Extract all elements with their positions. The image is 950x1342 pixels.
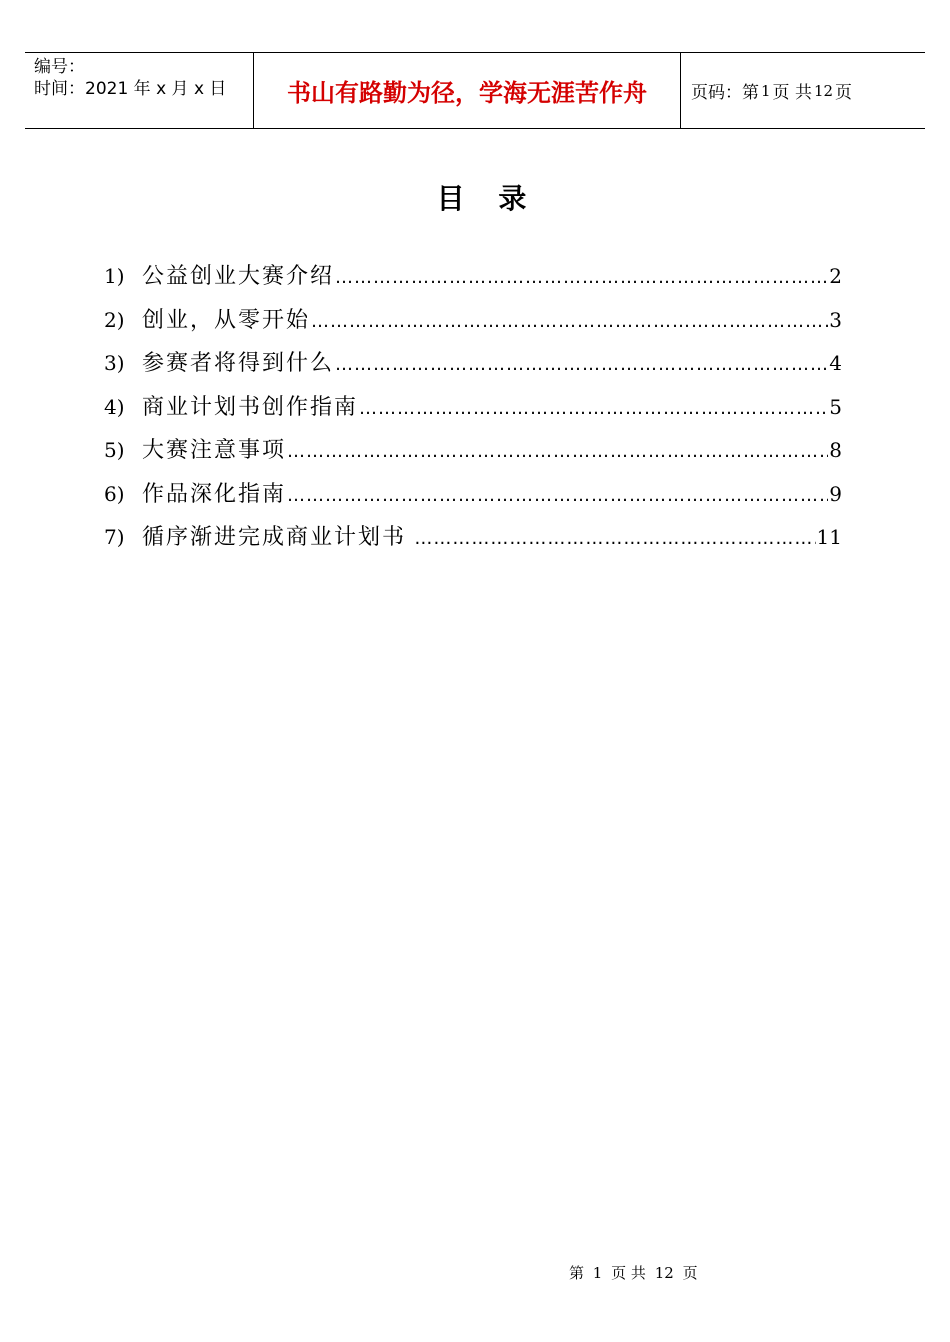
page-total: 12 (813, 81, 834, 100)
toc-item-title: 参赛者将得到什么 (142, 351, 335, 376)
number-label: 编号： (34, 57, 85, 77)
page-header (25, 52, 925, 129)
toc-item[interactable] (104, 386, 842, 430)
toc-leader-dots (359, 387, 828, 431)
toc-item-title: 公益创业大赛介绍 (142, 264, 335, 289)
toc-leader-dots (335, 343, 828, 387)
time-label: 时间：2021 年 x 月 x 日 (34, 79, 227, 99)
toc-list (104, 255, 842, 560)
footer-prefix: 第 (569, 1264, 585, 1282)
toc-leader-dots (311, 300, 828, 344)
motto-text: 书山有路勤为径，学海无涯苦作舟 (287, 79, 647, 107)
toc-item-number: 7) (104, 525, 125, 549)
toc-item[interactable] (104, 299, 842, 343)
toc-leader-dots (335, 256, 828, 300)
toc-item-page: 2 (829, 264, 842, 288)
page-current: 1 (761, 81, 771, 100)
toc-item[interactable] (104, 516, 842, 560)
toc-item-page: 11 (816, 525, 842, 549)
toc-item-title: 创业，从零开始 (142, 307, 311, 333)
toc-item-number: 3) (104, 351, 125, 375)
toc-item-number: 2) (104, 307, 125, 332)
toc-item-title: 作品深化指南 (142, 481, 287, 507)
toc-item[interactable] (104, 342, 842, 386)
header-page-info (681, 53, 925, 128)
page-mid: 页 共 (772, 83, 812, 103)
toc-item[interactable] (104, 255, 842, 299)
toc-item-page: 3 (829, 307, 842, 332)
toc-item-number: 5) (104, 438, 125, 462)
header-meta (25, 53, 254, 128)
toc-item-title: 大赛注意事项 (142, 438, 287, 463)
toc-item-title: 商业计划书创作指南 (142, 394, 359, 420)
page-prefix: 页码：第 (691, 83, 759, 103)
footer-mid: 页 共 (611, 1264, 646, 1282)
footer-current: 1 (592, 1264, 603, 1282)
toc-item-page: 8 (829, 438, 842, 462)
header-motto (254, 53, 681, 128)
toc-item[interactable] (104, 473, 842, 517)
toc-item-title: 循序渐进完成商业计划书 (142, 525, 407, 550)
toc-leader-dots (287, 474, 828, 518)
toc-item-number: 1) (104, 264, 125, 288)
toc-item-page: 5 (829, 394, 842, 419)
toc-item-number: 6) (104, 481, 125, 506)
page-suffix: 页 (835, 83, 853, 103)
footer-suffix: 页 (682, 1264, 698, 1282)
toc-leader-dots (414, 517, 815, 561)
toc-title: 目 录 (436, 182, 539, 215)
toc-item-number: 4) (104, 394, 125, 419)
toc-item-page: 4 (829, 351, 842, 375)
toc-item[interactable] (104, 429, 842, 473)
page-footer (569, 1262, 702, 1283)
toc-item-page: 9 (829, 481, 842, 506)
toc-leader-dots (287, 430, 828, 474)
footer-total: 12 (654, 1264, 674, 1282)
